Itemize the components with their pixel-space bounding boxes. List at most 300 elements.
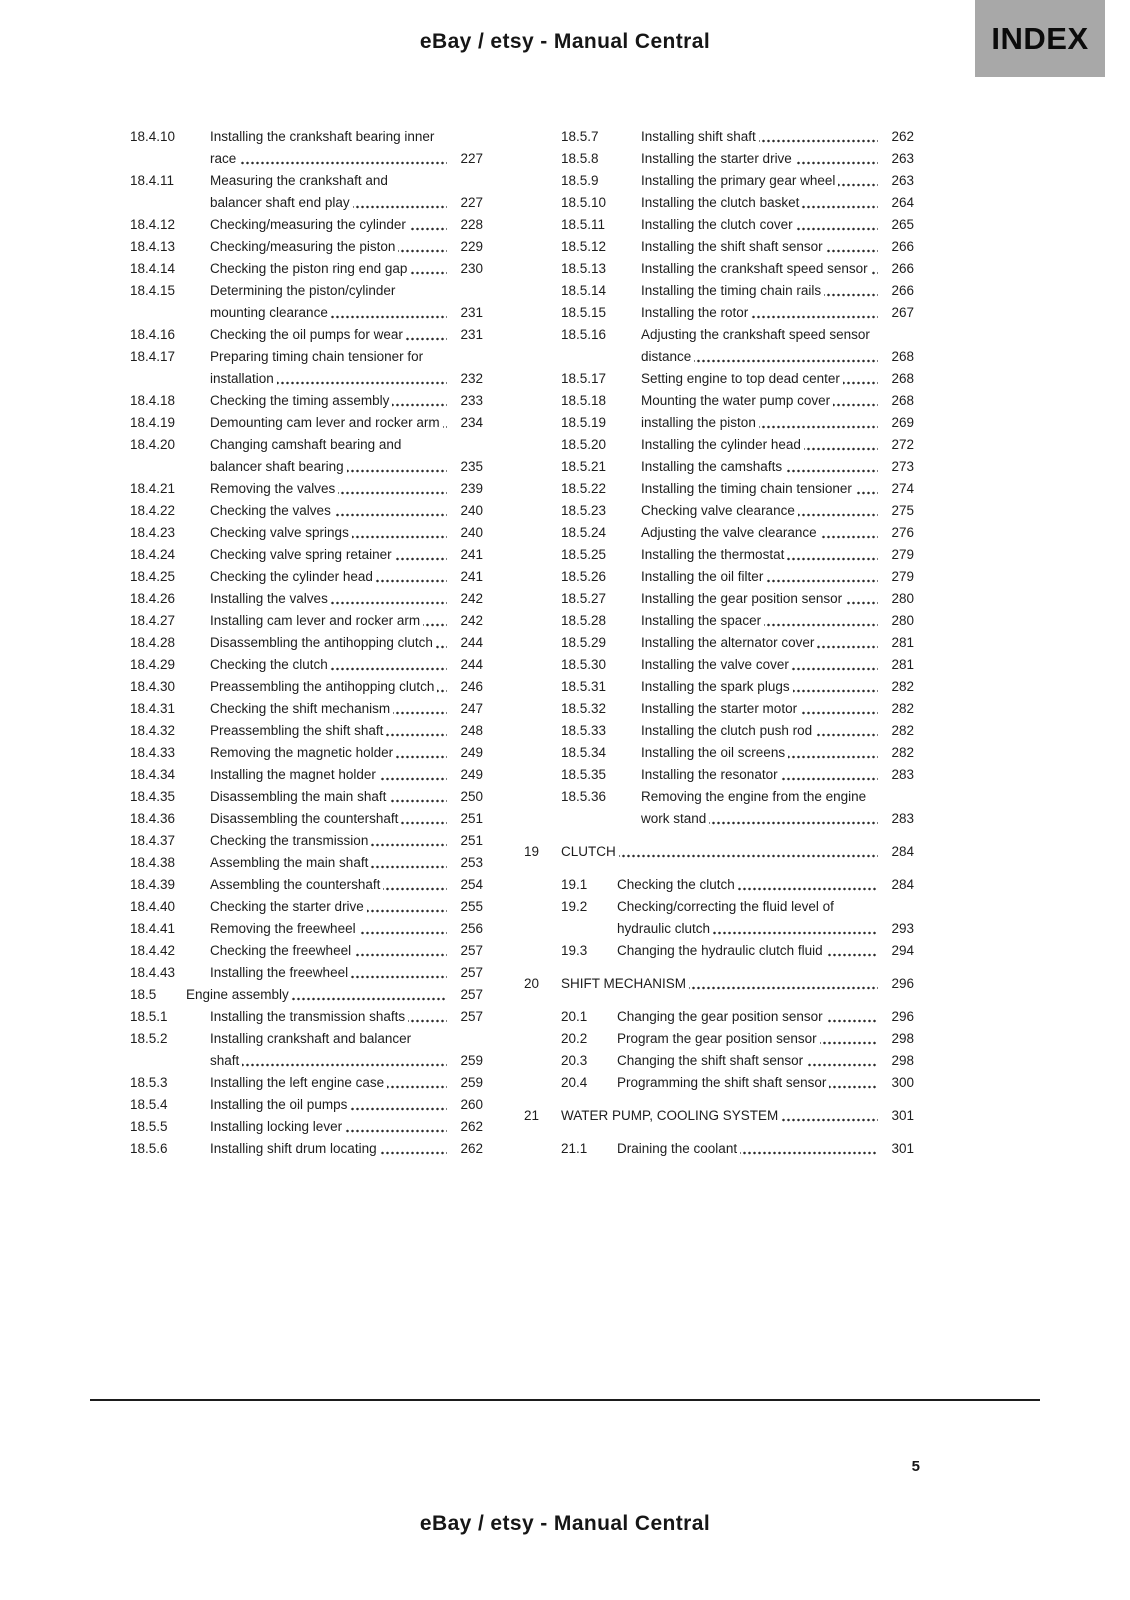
toc-entry: [93, 896, 483, 918]
toc-entry-page: 251: [460, 833, 483, 848]
toc-entry-page: 241: [460, 569, 483, 584]
toc-entry-number: 18.4.43: [130, 965, 176, 980]
toc-entry-page: 257: [460, 965, 483, 980]
toc-entry-title: Program the gear position sensor: [617, 1031, 820, 1046]
toc-entry-leader: [641, 280, 878, 302]
footer-rule: [90, 1399, 1040, 1401]
toc-entry-page: 282: [891, 723, 914, 738]
toc-entry-leader: [210, 698, 447, 720]
toc-entry-title: Installing the oil pumps: [210, 1097, 350, 1112]
toc-entry-leader: [210, 346, 447, 390]
toc-entry: [93, 566, 483, 588]
toc-entry-title: Installing the primary gear wheel: [641, 173, 838, 188]
toc-entry: [93, 720, 483, 742]
toc-entry: [93, 808, 483, 830]
toc-entry: [93, 940, 483, 962]
toc-entry-leader: [561, 973, 878, 995]
toc-entry-title: Installing crankshaft and balancer shaft: [210, 1031, 412, 1068]
toc-entry-title: Installing shift shaft: [641, 129, 759, 144]
toc-entry-page: 274: [891, 481, 914, 496]
toc-entry-title: Installing the clutch push rod: [641, 723, 815, 738]
toc-entry-title: Checking the piston ring end gap: [210, 261, 410, 276]
toc-entry: [93, 1072, 483, 1094]
toc-entry: [524, 1138, 914, 1160]
toc-entry-page: 293: [891, 921, 914, 936]
toc-column-right: [524, 126, 914, 1160]
toc-entry-page: 227: [460, 151, 483, 166]
toc-entry-number: 18.5.30: [561, 657, 607, 672]
toc-entry-leader: [641, 654, 878, 676]
toc-entry-leader: [561, 1105, 878, 1127]
toc-entry-leader: [210, 434, 447, 478]
toc-entry-page: 284: [891, 877, 914, 892]
page-number: 5: [911, 1458, 920, 1475]
toc-entry-leader: [210, 654, 447, 676]
toc-entry-number: 18.5: [130, 987, 157, 1002]
toc-entry: [93, 390, 483, 412]
toc-entry-title: Installing locking lever: [210, 1119, 345, 1134]
toc-entry-title: Installing the crankshaft speed sensor: [641, 261, 871, 276]
toc-entry-number: 18.4.32: [130, 723, 176, 738]
toc-entry-number: 18.4.39: [130, 877, 176, 892]
toc-entry: [524, 192, 914, 214]
toc-entry-title: Installing the cylinder head: [641, 437, 804, 452]
toc-entry-number: 19.3: [561, 943, 588, 958]
toc-entry-page: 247: [460, 701, 483, 716]
toc-entry: [524, 610, 914, 632]
toc-entry-leader: [617, 1006, 878, 1028]
toc-entry-page: 233: [460, 393, 483, 408]
toc-entry-number: 18.4.25: [130, 569, 176, 584]
toc-entry-page: 301: [891, 1141, 914, 1156]
toc-entry-title: Installing the oil filter: [641, 569, 766, 584]
toc-entry-page: 241: [460, 547, 483, 562]
toc-entry-title: Installing the starter motor: [641, 701, 800, 716]
toc-entry-page: 282: [891, 701, 914, 716]
toc-entry-number: 18.5.3: [130, 1075, 168, 1090]
toc-entry-number: 18.4.22: [130, 503, 176, 518]
toc-entry-page: 273: [891, 459, 914, 474]
toc-entry-leader: [210, 544, 447, 566]
toc-entry-title: Checking valve spring retainer: [210, 547, 395, 562]
toc-entry-page: 263: [891, 173, 914, 188]
toc-entry-page: 281: [891, 635, 914, 650]
toc-entry-number: 18.4.33: [130, 745, 176, 760]
toc-entry: [93, 764, 483, 786]
toc-entry-title: Checking the cylinder head: [210, 569, 376, 584]
toc-entry: [93, 1138, 483, 1160]
toc-entry-number: 18.5.21: [561, 459, 607, 474]
toc-entry: [93, 1116, 483, 1138]
toc-entry: [524, 1028, 914, 1050]
toc-entry: [93, 874, 483, 896]
toc-entry-page: 244: [460, 657, 483, 672]
toc-entry-leader: [210, 500, 447, 522]
toc-entry-number: 18.4.16: [130, 327, 176, 342]
toc-entry: [524, 588, 914, 610]
toc-entry-number: 18.5.5: [130, 1119, 168, 1134]
toc-entry-number: 18.5.16: [561, 327, 607, 342]
toc-entry: [524, 566, 914, 588]
toc-entry-leader: [641, 522, 878, 544]
toc-entry-number: 20: [524, 976, 540, 991]
toc-entry: [524, 742, 914, 764]
toc-entry-page: 249: [460, 745, 483, 760]
toc-entry-number: 19.2: [561, 899, 588, 914]
toc-entry: [93, 170, 483, 214]
toc-entry: [93, 434, 483, 478]
toc-entry-page: 228: [460, 217, 483, 232]
toc-entry-title: WATER PUMP, COOLING SYSTEM: [561, 1108, 781, 1123]
toc-entry-leader: [641, 566, 878, 588]
toc-entry-page: 266: [891, 239, 914, 254]
toc-entry: [93, 280, 483, 324]
toc-entry-title: Setting engine to top dead center: [641, 371, 843, 386]
toc-entry: [524, 764, 914, 786]
toc-entry-number: 18.5.18: [561, 393, 607, 408]
toc-entry-number: 18.5.9: [561, 173, 599, 188]
toc-entry-leader: [641, 368, 878, 390]
toc-entry: [524, 522, 914, 544]
toc-entry-number: 18.5.19: [561, 415, 607, 430]
toc-entry-leader: [210, 214, 447, 236]
footer-title: eBay / etsy - Manual Central: [419, 1512, 711, 1535]
toc-entry-page: 275: [891, 503, 914, 518]
toc-entry-page: 251: [460, 811, 483, 826]
toc-entry-title: Installing the oil screens: [641, 745, 788, 760]
toc-entry-number: 18.4.18: [130, 393, 176, 408]
toc-entry: [93, 1094, 483, 1116]
toc-entry-number: 18.4.26: [130, 591, 176, 606]
toc-entry-page: 268: [891, 349, 914, 364]
toc-entry-title: Checking valve clearance: [641, 503, 798, 518]
toc-entry-number: 18.4.30: [130, 679, 176, 694]
toc-entry: [524, 874, 914, 896]
toc-entry-title: Installing the rotor: [641, 305, 751, 320]
toc-entry: [524, 1105, 914, 1127]
toc-entry-title: Checking the timing assembly: [210, 393, 392, 408]
toc-entry-page: 246: [460, 679, 483, 694]
toc-entry-title: Installing the timing chain rails: [641, 283, 824, 298]
toc-entry-page: 257: [460, 943, 483, 958]
toc-entry-leader: [210, 390, 447, 412]
toc-entry-title: Installing the freewheel: [210, 965, 351, 980]
toc-entry-leader: [210, 126, 447, 170]
toc-entry-number: 18.5.27: [561, 591, 607, 606]
toc-entry-leader: [617, 874, 878, 896]
toc-entry-title: Installing the clutch cover: [641, 217, 796, 232]
toc-entry-title: installing the piston: [641, 415, 759, 430]
toc-entry-number: 18.5.15: [561, 305, 607, 320]
toc-entry-title: Checking the starter drive: [210, 899, 367, 914]
toc-entry-page: 240: [460, 525, 483, 540]
toc-entry-title: Installing the alternator cover: [641, 635, 817, 650]
toc-entry-leader: [641, 786, 878, 830]
toc-entry-title: Preassembling the shift shaft: [210, 723, 386, 738]
toc-entry-leader: [210, 588, 447, 610]
toc-entry-number: 18.4.34: [130, 767, 176, 782]
toc-entry: [524, 390, 914, 412]
toc-entry: [524, 698, 914, 720]
toc-entry-title: Checking/measuring the cylinder: [210, 217, 409, 232]
toc-entry-page: 283: [891, 767, 914, 782]
toc-entry-page: 262: [891, 129, 914, 144]
toc-entry: [93, 588, 483, 610]
toc-entry-title: SHIFT MECHANISM: [561, 976, 689, 991]
toc-entry-number: 18.5.24: [561, 525, 607, 540]
toc-entry: [524, 280, 914, 302]
toc-entry-page: 231: [460, 305, 483, 320]
toc-entry-title: Checking the shift mechanism: [210, 701, 393, 716]
toc-entry-title: Checking valve springs: [210, 525, 352, 540]
toc-entry: [524, 236, 914, 258]
toc-entry-number: 18.5.25: [561, 547, 607, 562]
toc-entry-page: 242: [460, 613, 483, 628]
toc-entry: [93, 852, 483, 874]
toc-entry-title: Removing the freewheel: [210, 921, 359, 936]
toc-entry-page: 231: [460, 327, 483, 342]
toc-entry-leader: [641, 676, 878, 698]
toc-entry-page: 239: [460, 481, 483, 496]
toc-entry: [524, 324, 914, 368]
toc-entry-title: Changing the hydraulic clutch fluid: [617, 943, 826, 958]
toc-entry-number: 18.4.24: [130, 547, 176, 562]
toc-entry-leader: [210, 940, 447, 962]
toc-entry-title: Disassembling the antihopping clutch: [210, 635, 436, 650]
toc-entry-title: Preparing timing chain tensioner for installation: [210, 349, 424, 386]
toc-entry-title: Installing the starter drive: [641, 151, 795, 166]
toc-entry-title: Installing the camshafts: [641, 459, 785, 474]
toc-entry: [93, 1006, 483, 1028]
toc-entry-leader: [641, 588, 878, 610]
toc-entry-title: Installing the left engine case: [210, 1075, 387, 1090]
toc-entry-number: 18.5.4: [130, 1097, 168, 1112]
toc-entry-page: 242: [460, 591, 483, 606]
toc-entry-page: 300: [891, 1075, 914, 1090]
toc-entry-number: 20.4: [561, 1075, 588, 1090]
toc-entry: [93, 786, 483, 808]
toc-entry-page: 259: [460, 1053, 483, 1068]
toc-entry-leader: [617, 1028, 878, 1050]
toc-entry: [93, 632, 483, 654]
toc-entry: [93, 962, 483, 984]
toc-entry-number: 18.4.38: [130, 855, 176, 870]
toc-entry-leader: [210, 522, 447, 544]
toc-entry-title: Installing the thermostat: [641, 547, 787, 562]
toc-entry-leader: [210, 1006, 447, 1028]
toc-entry-leader: [210, 1138, 447, 1160]
toc-entry: [524, 1072, 914, 1094]
toc-entry-title: Measuring the crankshaft and balancer shaft end play: [210, 173, 388, 210]
toc-entry-leader: [210, 764, 447, 786]
toc-entry-page: 257: [460, 987, 483, 1002]
toc-entry-number: 18.4.21: [130, 481, 176, 496]
toc-entry-page: 266: [891, 283, 914, 298]
toc-entry-title: Installing the gear position sensor: [641, 591, 845, 606]
toc-entry-page: 268: [891, 393, 914, 408]
toc-entry-page: 232: [460, 371, 483, 386]
toc-entry-title: Draining the coolant: [617, 1141, 740, 1156]
toc-entry-page: 248: [460, 723, 483, 738]
toc-entry-number: 18.4.23: [130, 525, 176, 540]
toc-entry: [524, 456, 914, 478]
toc-entry-number: 18.5.6: [130, 1141, 168, 1156]
toc-entry-leader: [641, 698, 878, 720]
toc-entry-number: 18.5.28: [561, 613, 607, 628]
toc-entry-title: Checking the oil pumps for wear: [210, 327, 406, 342]
toc-entry: [93, 214, 483, 236]
toc-entry-page: 227: [460, 195, 483, 210]
toc-entry-page: 298: [891, 1053, 914, 1068]
toc-entry-number: 18.5.17: [561, 371, 607, 386]
toc-entry: [524, 412, 914, 434]
toc-entry-leader: [210, 412, 447, 434]
toc-entry-title: Installing the timing chain tensioner: [641, 481, 855, 496]
toc-entry-number: 18.4.41: [130, 921, 176, 936]
toc-entry-title: Checking/measuring the piston: [210, 239, 398, 254]
toc-entry: [524, 126, 914, 148]
toc-entry-number: 18.5.23: [561, 503, 607, 518]
toc-entry-leader: [210, 720, 447, 742]
toc-entry-page: 294: [891, 943, 914, 958]
toc-entry-title: Installing cam lever and rocker arm: [210, 613, 423, 628]
toc-entry-title: Determining the piston/cylinder mounting clearance: [210, 283, 396, 320]
toc-entry-leader: [641, 324, 878, 368]
toc-entry-leader: [641, 742, 878, 764]
toc-entry-title: Installing shift drum locating: [210, 1141, 380, 1156]
toc-entry-leader: [210, 170, 447, 214]
toc-entry-page: 264: [891, 195, 914, 210]
toc-entry-leader: [210, 896, 447, 918]
toc-entry-page: 296: [891, 1009, 914, 1024]
toc-entry-leader: [210, 1072, 447, 1094]
toc-entry: [524, 500, 914, 522]
toc-entry-page: 256: [460, 921, 483, 936]
toc-entry-leader: [641, 170, 878, 192]
toc-entry-leader: [617, 896, 878, 940]
toc-entry-title: Assembling the main shaft: [210, 855, 371, 870]
toc-entry-title: Installing the magnet holder: [210, 767, 379, 782]
toc-entry-leader: [641, 236, 878, 258]
toc-entry: [93, 676, 483, 698]
toc-entry-number: 18.5.1: [130, 1009, 168, 1024]
toc-entry-leader: [210, 786, 447, 808]
toc-entry-number: 18.4.28: [130, 635, 176, 650]
toc-entry: [93, 1028, 483, 1072]
toc-entry-page: 240: [460, 503, 483, 518]
toc-entry: [524, 148, 914, 170]
toc-entry-page: 269: [891, 415, 914, 430]
toc-entry-page: 244: [460, 635, 483, 650]
toc-column-left: [93, 126, 483, 1160]
toc-entry-page: 283: [891, 811, 914, 826]
toc-entry: [524, 786, 914, 830]
toc-entry-leader: [641, 126, 878, 148]
toc-entry-leader: [210, 962, 447, 984]
toc-entry-number: 18.4.31: [130, 701, 176, 716]
toc-entry: [524, 258, 914, 280]
toc-entry-number: 18.4.27: [130, 613, 176, 628]
toc-entry-title: Checking/correcting the fluid level of hydraulic clutch: [617, 899, 834, 936]
toc-entry-title: Checking the transmission: [210, 833, 371, 848]
toc-entry-number: 18.5.22: [561, 481, 607, 496]
toc-entry-leader: [210, 808, 447, 830]
toc-entry-title: Checking the freewheel: [210, 943, 354, 958]
toc-entry: [93, 544, 483, 566]
toc-entry-leader: [210, 742, 447, 764]
toc-entry-leader: [641, 258, 878, 280]
toc-entry-number: 18.4.20: [130, 437, 176, 452]
toc-entry-leader: [641, 720, 878, 742]
toc-entry-number: 20.3: [561, 1053, 588, 1068]
toc-entry-page: 255: [460, 899, 483, 914]
toc-entry-leader: [641, 632, 878, 654]
toc-entry-number: 18.5.13: [561, 261, 607, 276]
toc-entry-number: 20.1: [561, 1009, 588, 1024]
toc-entry-page: 279: [891, 569, 914, 584]
toc-entry-leader: [641, 214, 878, 236]
toc-entry-number: 18.5.12: [561, 239, 607, 254]
toc-entry-number: 18.5.10: [561, 195, 607, 210]
toc-entry-leader: [617, 1050, 878, 1072]
toc-entry: [93, 478, 483, 500]
toc-entry: [524, 676, 914, 698]
table-of-contents: [93, 126, 914, 1160]
toc-entry-leader: [641, 302, 878, 324]
toc-entry: [524, 368, 914, 390]
toc-entry-leader: [210, 1094, 447, 1116]
toc-entry-page: 265: [891, 217, 914, 232]
toc-entry-leader: [210, 478, 447, 500]
toc-entry: [93, 830, 483, 852]
toc-entry: [524, 434, 914, 456]
toc-entry-title: Removing the engine from the engine work stand: [641, 789, 867, 826]
toc-entry-leader: [210, 1116, 447, 1138]
toc-entry-page: 298: [891, 1031, 914, 1046]
toc-entry-page: 235: [460, 459, 483, 474]
toc-entry-number: 18.4.13: [130, 239, 176, 254]
toc-entry-number: 18.5.14: [561, 283, 607, 298]
toc-entry-title: Adjusting the crankshaft speed sensor distance: [641, 327, 870, 364]
toc-entry-leader: [210, 852, 447, 874]
toc-entry-title: Checking the clutch: [210, 657, 331, 672]
toc-entry-number: 18.5.29: [561, 635, 607, 650]
toc-entry: [93, 412, 483, 434]
toc-entry: [93, 236, 483, 258]
toc-entry-title: Installing the shift shaft sensor: [641, 239, 826, 254]
toc-entry-title: Assembling the countershaft: [210, 877, 383, 892]
toc-entry-number: 18.4.36: [130, 811, 176, 826]
toc-entry-leader: [617, 1072, 878, 1094]
toc-entry-number: 18.4.17: [130, 349, 176, 364]
toc-entry-page: 267: [891, 305, 914, 320]
toc-entry: [524, 544, 914, 566]
toc-entry: [93, 126, 483, 170]
index-tab: [975, 0, 1105, 77]
toc-entry-title: Installing the clutch basket: [641, 195, 802, 210]
toc-entry: [93, 522, 483, 544]
toc-entry: [93, 984, 483, 1006]
toc-entry-title: Installing the spacer: [641, 613, 764, 628]
toc-entry-page: 280: [891, 591, 914, 606]
toc-entry-title: Preassembling the antihopping clutch: [210, 679, 437, 694]
toc-entry-leader: [641, 764, 878, 786]
header-title: eBay / etsy - Manual Central: [419, 30, 711, 53]
toc-entry-leader: [210, 280, 447, 324]
toc-entry-number: 21.1: [561, 1141, 588, 1156]
toc-entry: [524, 1006, 914, 1028]
toc-entry: [93, 258, 483, 280]
